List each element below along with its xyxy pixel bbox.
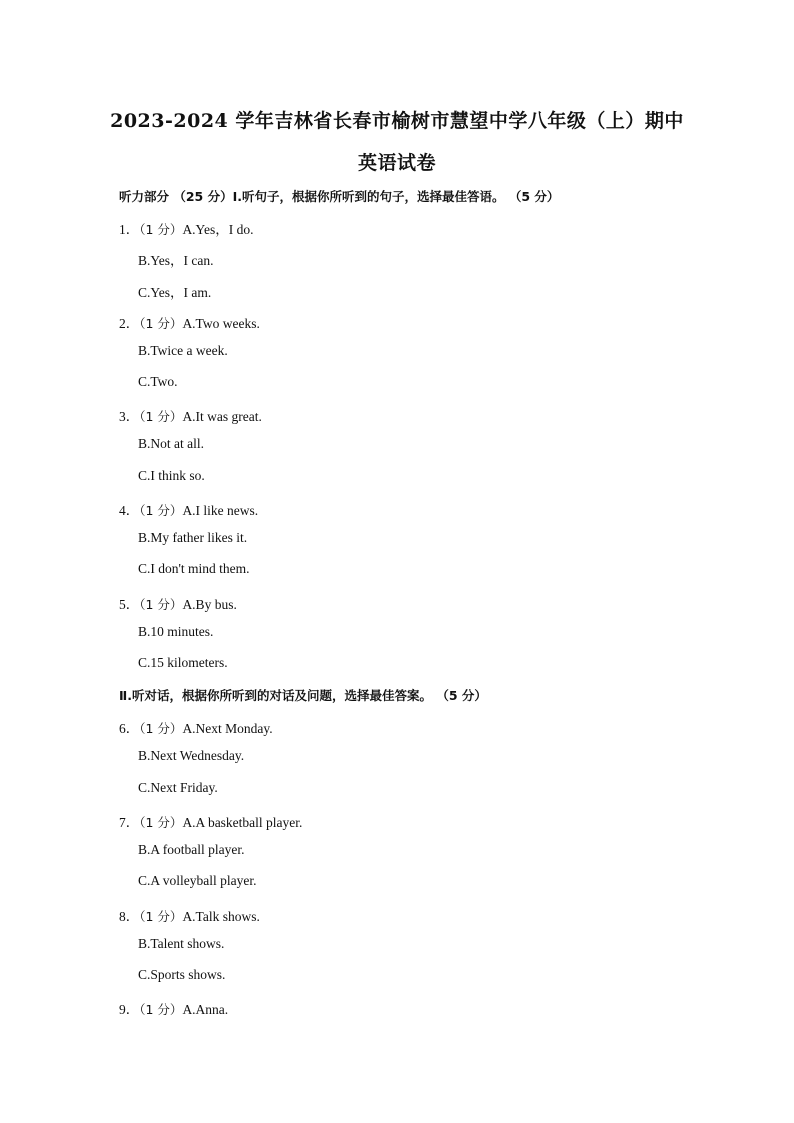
question-7-option-b: B.A football player. — [138, 842, 245, 857]
question-6 — [119, 717, 273, 737]
question-2-option-b: B.Twice a week. — [138, 343, 228, 358]
question-1-option-b: B.Yes，I can. — [138, 253, 214, 268]
question-3-option-c: C.I think so. — [138, 468, 205, 483]
question-6-option-b: B.Next Wednesday. — [138, 748, 245, 763]
option-a: A.I like news. — [182, 503, 259, 518]
question-score: （1 分） — [139, 222, 183, 237]
question-5-option-c: C.15 kilometers. — [138, 655, 228, 670]
question-2-option-c: C.Two. — [138, 374, 178, 389]
question-9 — [119, 998, 228, 1018]
question-number: 8． — [119, 909, 140, 924]
question-score: （1 分） — [139, 721, 183, 736]
option-a: A.Yes，I do. — [182, 222, 254, 237]
question-score: （1 分） — [139, 316, 183, 331]
question-number: 4． — [119, 503, 140, 518]
option-a: A.It was great. — [182, 409, 262, 424]
question-5-option-b: B.10 minutes. — [138, 624, 214, 639]
question-7-option-c: C.A volleyball player. — [138, 873, 257, 888]
question-number: 9． — [119, 1002, 140, 1017]
question-7 — [119, 811, 302, 831]
question-4-option-c: C.I don't mind them. — [138, 561, 250, 576]
question-3-option-b: B.Not at all. — [138, 436, 204, 451]
question-5 — [119, 593, 237, 613]
question-8-option-c: C.Sports shows. — [138, 967, 226, 982]
question-number: 5． — [119, 597, 140, 612]
question-score: （1 分） — [139, 503, 183, 518]
question-score: （1 分） — [139, 409, 183, 424]
question-score: （1 分） — [139, 597, 183, 612]
question-number: 3． — [119, 409, 140, 424]
exam-title-line1: 2023-2024 学年吉林省长春市榆树市慧望中学八年级（上）期中 — [110, 110, 684, 132]
option-a: A.Next Monday. — [182, 721, 273, 736]
question-number: 2． — [119, 316, 140, 331]
question-score: （1 分） — [139, 1002, 183, 1017]
question-4 — [119, 499, 258, 519]
option-a: A.A basketball player. — [182, 815, 303, 830]
question-number: 1． — [119, 222, 140, 237]
question-3 — [119, 405, 262, 425]
exam-title-line2: 英语试卷 — [357, 152, 436, 174]
question-score: （1 分） — [139, 815, 183, 830]
question-1-option-c: C.Yes，I am. — [138, 285, 212, 300]
option-a: A.Anna. — [182, 1002, 229, 1017]
question-8 — [119, 905, 260, 925]
section-heading-listening-1: 听力部分 （25 分）Ⅰ.听句子，根据你所听到的句子，选择最佳答语。 （5 分） — [119, 189, 560, 204]
question-8-option-b: B.Talent shows. — [138, 936, 225, 951]
question-number: 7． — [119, 815, 140, 830]
question-6-option-c: C.Next Friday. — [138, 780, 218, 795]
question-2 — [119, 312, 260, 332]
question-number: 6． — [119, 721, 140, 736]
question-score: （1 分） — [139, 909, 183, 924]
option-a: A.By bus. — [182, 597, 237, 612]
option-a: A.Talk shows. — [182, 909, 260, 924]
question-1 — [119, 218, 253, 238]
option-a: A.Two weeks. — [182, 316, 260, 331]
section-heading-listening-2: Ⅱ.听对话，根据你所听到的对话及问题，选择最佳答案。 （5 分） — [119, 688, 487, 703]
question-4-option-b: B.My father likes it. — [138, 530, 248, 545]
